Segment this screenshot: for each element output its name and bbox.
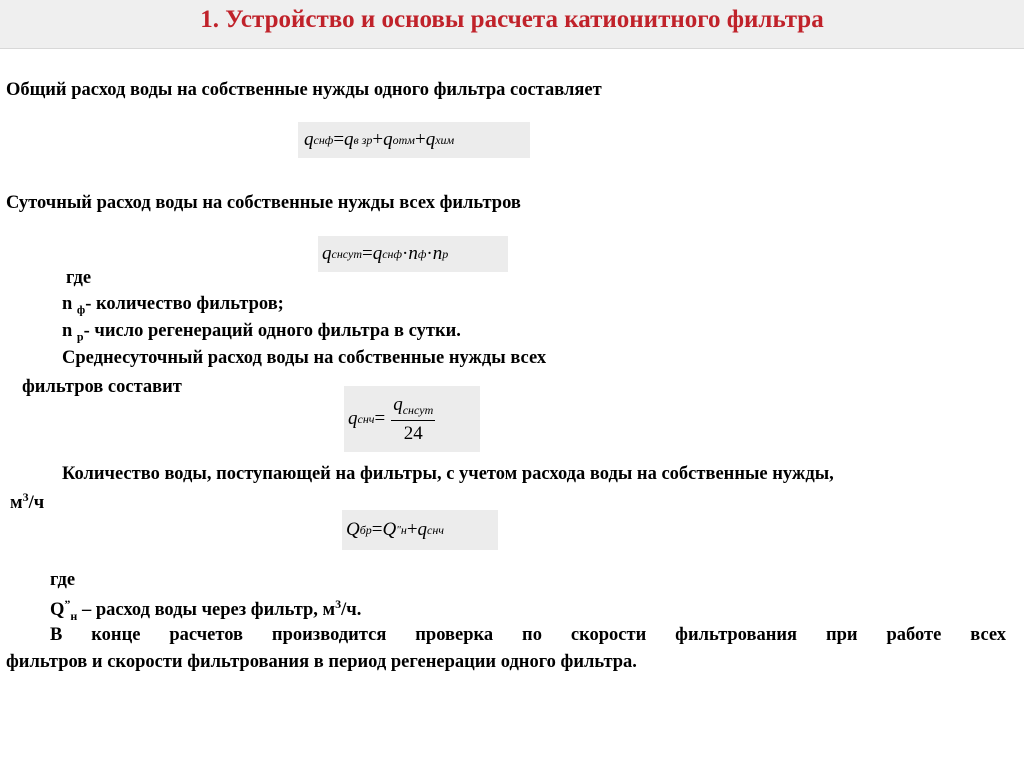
text-line: фильтров и скорости фильтрования в период регенерации одного фильтра. (6, 652, 637, 672)
formula-q-snf: q снф = q в зр + q отм + q хим (298, 122, 530, 158)
formula-q-snch: q снч = $\frac{q_{снсут}}{24}$ (344, 386, 480, 452)
formula-q-snsut: q снсут = q снф · n ф · n р (318, 236, 508, 272)
text-line: Количество воды, поступающей на фильтры, с учетом расхода воды на собственные нужды, (62, 464, 834, 484)
text-line: n $_ф$- количество фильтров; (62, 294, 284, 317)
text-line: фильтров составит (22, 377, 182, 397)
text-line: $Q^”_н$ – расход воды через фильтр, $м^3/ч$. (50, 597, 362, 623)
text-line: где (50, 570, 76, 590)
text-line: n $_р$- число регенераций одного фильтра в сутки. (62, 321, 461, 344)
text-line: В конце расчетов производится проверка по скорости фильтрования при работе всех (50, 625, 1006, 645)
text-line: Общий расход воды на собственные нужды одного фильтра составляет (6, 80, 602, 100)
slide-title: 1. Устройство и основы расчета катионитного фильтра (200, 6, 824, 33)
text-line: Суточный расход воды на собственные нужды всех фильтров (6, 193, 521, 213)
text-line: где (66, 268, 92, 288)
fraction: $\frac{q_{снсут}}{24}$ (393, 393, 434, 444)
text-line: Среднесуточный расход воды на собственные нужды всех (62, 348, 547, 368)
formula-q-br: Q бр = Q " н + q снч (342, 510, 498, 550)
text-line: $м^3/ч$ (10, 490, 45, 514)
